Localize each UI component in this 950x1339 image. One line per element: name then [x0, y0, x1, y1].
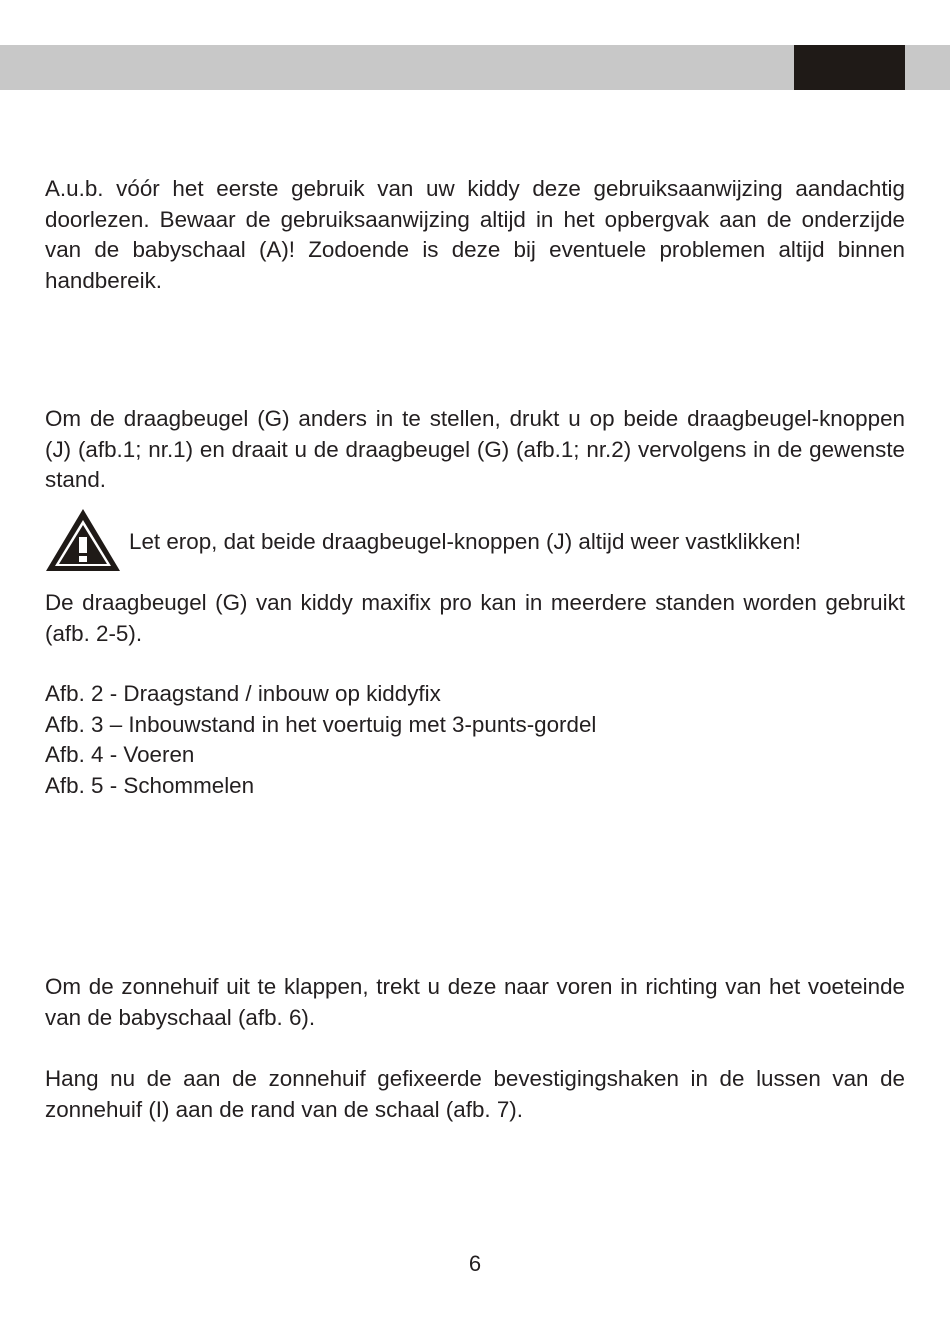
sun-canopy-unfold-paragraph: Om de zonnehuif uit te klappen, trekt u deze naar voren in richting van het voeteinde van de babyschaal (afb. 6).	[45, 974, 905, 1030]
handle-positions-paragraph: De draagbeugel (G) van kiddy maxifix pro kan in meerdere standen worden gebruikt (afb. 2-5).	[45, 590, 905, 646]
figure-list	[45, 679, 596, 801]
list-item: Afb. 4 - Voeren	[45, 742, 195, 768]
warning-triangle-icon	[45, 508, 121, 572]
list-item: Afb. 2 - Draagstand / inbouw op kiddyfix	[45, 681, 441, 706]
sun-canopy-hooks-paragraph: Hang nu de aan de zonnehuif gefixeerde bevestigingshaken in de lussen van de zonnehuif (I) aan de rand van de schaal (afb. 7).	[45, 1066, 905, 1122]
warning-notice	[45, 508, 915, 572]
list-item: Afb. 5 - Schommelen	[45, 772, 255, 798]
list-item: Afb. 3 – Inbouwstand in het voertuig met 3-punts-gordel	[45, 711, 597, 737]
warning-text: Let erop, dat beide draagbeugel-knoppen (J) altijd weer vastklikken!	[129, 529, 802, 554]
handle-adjust-paragraph: Om de draagbeugel (G) anders in te stellen, drukt u op beide draagbeugel-knoppen (J) (afb.1; nr.1) en draait u de draagbeugel (G) (afb.1; nr.2) vervolgens in de gewenste stand.	[45, 406, 905, 493]
page-number: 6	[468, 1251, 482, 1276]
intro-paragraph: A.u.b. vóór het eerste gebruik van uw kiddy deze gebruiksaanwijzing aandachtig doorlezen. Bewaar de gebruiksaanwijzing altijd in het opbergvak aan de onderzijde van de babyschaal (A)! Zodoende is deze bij eventuele problemen altijd binnen handbereik.	[45, 176, 905, 293]
header-tab-block	[794, 45, 905, 90]
